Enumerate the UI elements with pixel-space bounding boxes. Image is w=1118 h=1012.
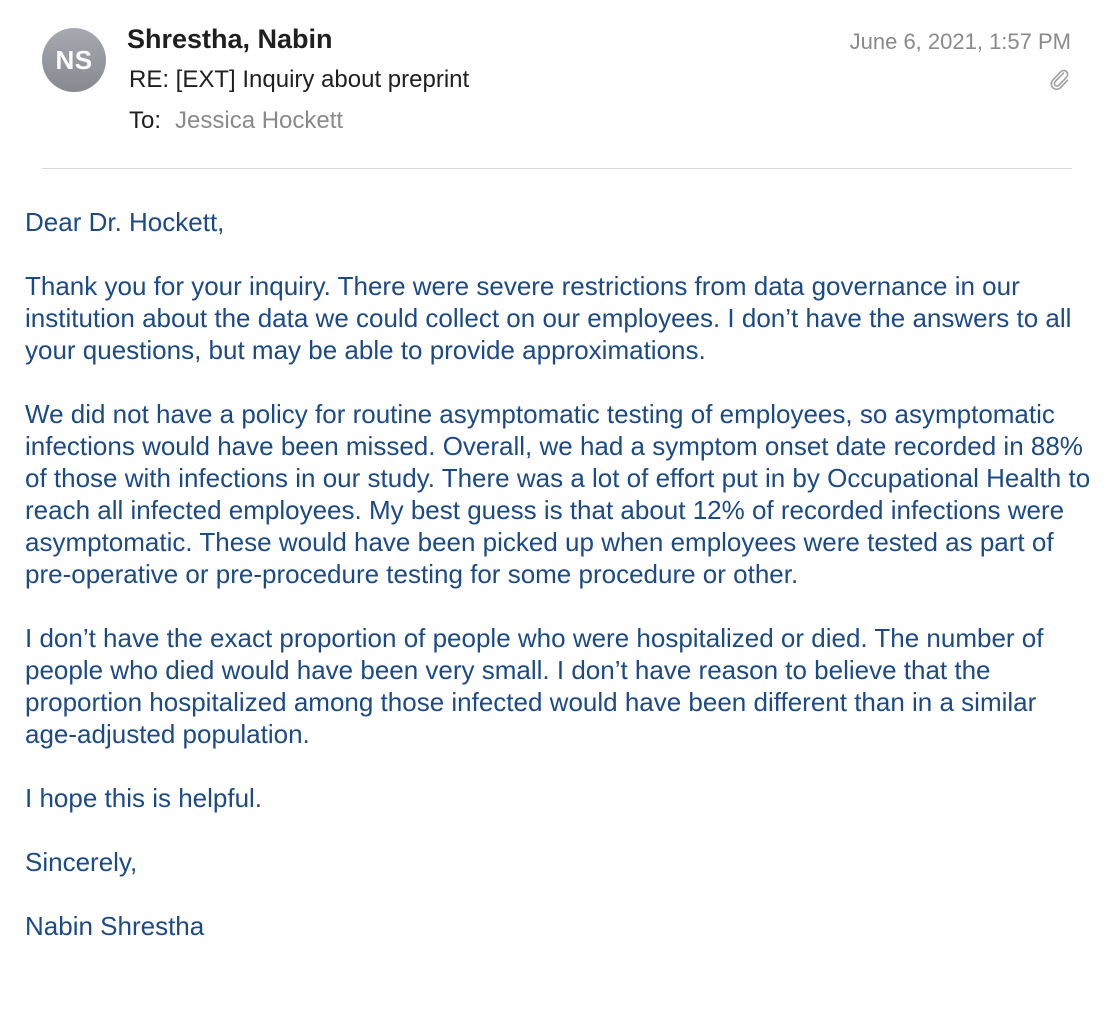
greeting: Dear Dr. Hockett, — [25, 207, 225, 237]
sender-name[interactable]: Shrestha, Nabin — [127, 24, 333, 54]
body-paragraph: I don’t have the exact proportion of people who were hospitalized or died. The number of people who died would have been very small. I don’t have reason to believe that the proportion hospitalized among those infected would have been different than in a similar age-adjusted population. — [25, 623, 1044, 749]
email-date: June 6, 2021, 1:57 PM — [849, 29, 1071, 54]
signature: Nabin Shrestha — [25, 911, 205, 941]
header-divider — [42, 168, 1072, 169]
recipient-name[interactable]: Jessica Hockett — [175, 107, 344, 134]
email-header — [0, 0, 1118, 170]
email-body — [25, 206, 1093, 974]
paperclip-icon[interactable] — [1047, 66, 1071, 92]
body-paragraph: We did not have a policy for routine asymptomatic testing of employees, so asymptomatic infections would have been missed. Overall, we had a symptom onset date recorded in 88% of those with infections in our study. There was a lot of effort put in by Occupational Health to reach all infected employees. My best guess is that about 12% of recorded infections were asymptomatic. These would have been picked up when employees were tested as part of pre-operative or pre-procedure testing for some procedure or other. — [25, 399, 1091, 589]
body-paragraph: Thank you for your inquiry. There were severe restrictions from data governance in our institution about the data we could collect on our employees. I don’t have the answers to all your questions, but may be able to provide approximations. — [25, 271, 1072, 365]
to-label: To: — [129, 107, 162, 134]
email-subject: RE: [EXT] Inquiry about preprint — [129, 66, 470, 93]
body-paragraph: I hope this is helpful. — [25, 783, 263, 813]
recipient-row — [129, 107, 343, 135]
closing: Sincerely, — [25, 847, 138, 877]
avatar[interactable]: NS — [42, 28, 106, 92]
